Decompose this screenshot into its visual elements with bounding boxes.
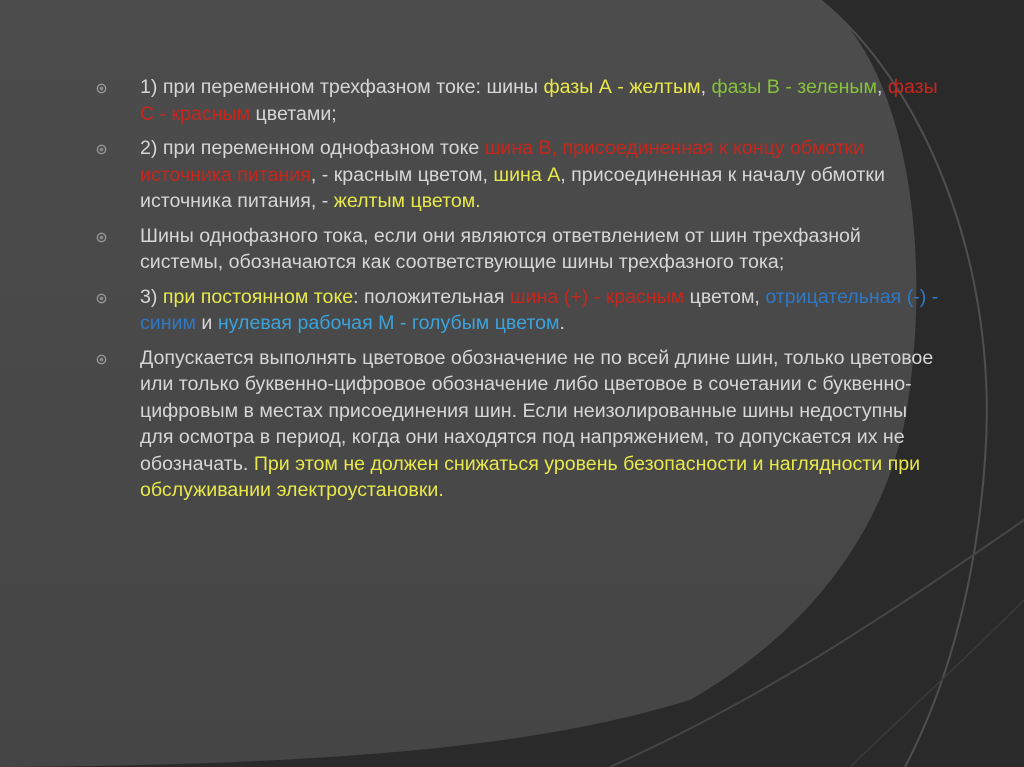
bullet-text-segment: 3) [140, 285, 163, 308]
bullet-text-segment: цветом, [684, 285, 766, 308]
circle-bullet-icon [96, 354, 107, 365]
bullet-text-segment: При этом не должен снижаться уровень безопасности и наглядности при обслуживании электроустановки. [140, 452, 921, 501]
circle-bullet-icon [96, 83, 107, 94]
bullet-text-segment: отрицательная (-) - синим [140, 285, 939, 334]
bullet-text-segment: , [700, 76, 712, 98]
bullet-text-segment: , [876, 76, 888, 98]
bullet-text-segment: . [559, 312, 565, 334]
bullet-text-segment: цветами; [250, 102, 337, 125]
bullet-text-segment: фазы С - красным [140, 76, 938, 125]
bullet-text-segment: шина В, присоединенная к концу обмотки источника питания [140, 137, 865, 186]
circle-bullet-icon [96, 232, 107, 243]
bullet-text-segment: , присоединенная к началу обмотки источника питания, - [140, 163, 885, 212]
bullet-item [96, 284, 946, 337]
bullet-text-segment: 1) при переменном трехфазном токе: шины [140, 76, 544, 98]
bullet-text-segment: , - красным цветом, [310, 163, 494, 186]
bullet-item [96, 135, 946, 215]
bullet-item [96, 74, 946, 127]
bullet-text-segment: нулевая рабочая М - голубым цветом [217, 312, 560, 334]
bullet-item [96, 345, 946, 504]
bullet-text-segment: 2) при переменном однофазном токе [140, 137, 485, 159]
circle-bullet-icon [96, 144, 107, 155]
bullet-text-segment: : положительная [353, 285, 510, 308]
bullet-text-segment: при постоянном токе [162, 285, 354, 308]
bullet-text-segment: шина (+) - красным [509, 285, 685, 308]
bullet-text-segment: фазы А - желтым [543, 76, 701, 98]
bullet-item [96, 223, 946, 276]
bullet-text-segment: Допускается выполнять цветовое обозначение не по всей длине шин, только цветовое или только буквенно-цифровое обозначение либо цветовое в сочетании с буквенно-цифровым в местах присоединения шин. Если неизолированные шины недоступны для осмотра в период, когда они находятся под напряжением, то допускается их не обозначать. [140, 346, 934, 475]
circle-bullet-icon [96, 293, 107, 304]
bullet-text-segment: шина А [493, 163, 561, 186]
bullet-text-segment: желтым цветом. [333, 190, 481, 212]
bullet-text-segment: фазы В - зеленым [711, 76, 877, 98]
bullet-list [96, 74, 946, 512]
bullet-text-segment: Шины однофазного тока, если они являются ответвлением от шин трехфазной системы, обозначаются как соответствующие шины трехфазного тока; [140, 224, 861, 273]
bullet-text-segment: и [195, 312, 218, 334]
